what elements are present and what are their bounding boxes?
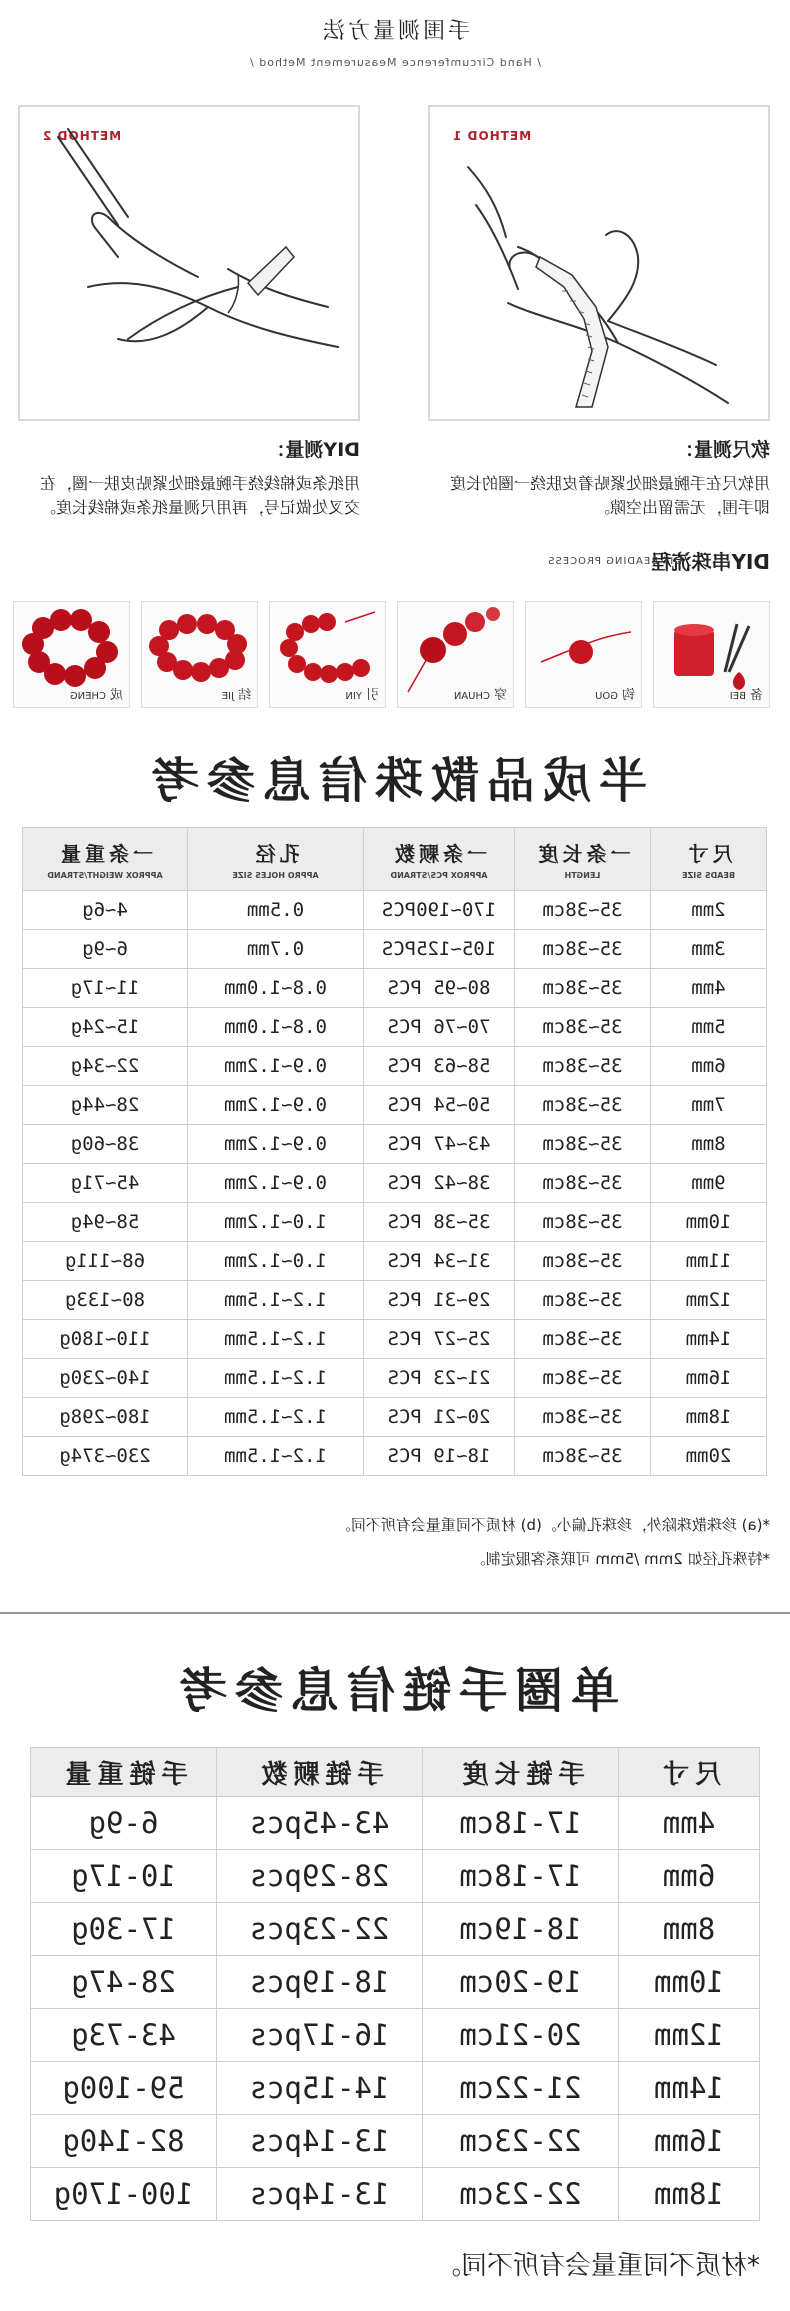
loose-beads-cell: 105~125PCS — [364, 930, 515, 969]
loose-beads-cell: 58~94g — [23, 1203, 188, 1242]
method-2-label: METHOD 2 — [42, 129, 122, 143]
ruler-measure-illustration — [430, 107, 768, 419]
col-header-length: 一条长度 LENGTH — [515, 828, 651, 891]
loose-beads-cell: 31~34 PCS — [364, 1242, 515, 1281]
loose-beads-row — [23, 1203, 767, 1242]
loose-beads-row — [23, 1398, 767, 1437]
loose-beads-cell: 68~111g — [23, 1242, 188, 1281]
loose-beads-cell: 4mm — [651, 969, 767, 1008]
loose-beads-cell: 35~38cm — [515, 969, 651, 1008]
loose-beads-cell: 35~38cm — [515, 1359, 651, 1398]
step-jie — [141, 601, 258, 708]
note-pearl: *(a) 珍珠散珠除外，珍珠孔偏小。(b) 材质不同重量会有所不同。 — [335, 1516, 770, 1534]
loose-beads-row — [23, 969, 767, 1008]
step-6-en: CHENG — [69, 691, 106, 702]
step-3-zh: 穿 — [493, 688, 507, 703]
loose-beads-row — [23, 1086, 767, 1125]
loose-beads-cell: 11~17g — [23, 969, 188, 1008]
loose-beads-cell: 7mm — [651, 1086, 767, 1125]
loose-beads-row — [23, 1125, 767, 1164]
method-1-panel — [428, 105, 770, 421]
bracelet-row — [31, 2062, 760, 2115]
bracelet-row — [31, 1850, 760, 1903]
bracelet-cell: 21-22cm — [423, 2062, 619, 2115]
loose-beads-cell: 9mm — [651, 1164, 767, 1203]
col-header-pcs: 一条颗数 APPROX PCS/STRAND — [364, 828, 515, 891]
bracelet-cell: 10-17g — [31, 1850, 217, 1903]
loose-beads-cell: 1.2~1.5mm — [188, 1437, 364, 1476]
loose-beads-cell: 0.9~1.2mm — [188, 1164, 364, 1203]
loose-beads-cell: 1.2~1.5mm — [188, 1320, 364, 1359]
loose-beads-cell: 35~38cm — [515, 1437, 651, 1476]
loose-beads-cell: 35~38cm — [515, 1398, 651, 1437]
bracelet-cell: 100-170g — [31, 2168, 217, 2221]
step-1-en: BEI — [729, 691, 746, 702]
bracelet-cell: 6-9g — [31, 1797, 217, 1850]
loose-beads-cell: 10mm — [651, 1203, 767, 1242]
loose-beads-cell: 20~21 PCS — [364, 1398, 515, 1437]
step-2-zh: 钩 — [621, 688, 635, 703]
bracelet-cell: 8mm — [619, 1903, 760, 1956]
loose-beads-cell: 1.2~1.5mm — [188, 1359, 364, 1398]
bracelet-table — [30, 1747, 760, 2221]
step-5-en: JIE — [221, 691, 234, 702]
bracelet-cell: 43-73g — [31, 2009, 217, 2062]
loose-beads-cell: 35~38cm — [515, 930, 651, 969]
loose-beads-cell: 0.7mm — [188, 930, 364, 969]
loose-beads-cell: 1.0~1.2mm — [188, 1203, 364, 1242]
bracelet-row — [31, 1903, 760, 1956]
loose-beads-cell: 110~180g — [23, 1320, 188, 1359]
loose-beads-cell: 20mm — [651, 1437, 767, 1476]
loose-beads-cell: 29~31 PCS — [364, 1281, 515, 1320]
loose-beads-cell: 0.9~1.2mm — [188, 1086, 364, 1125]
loose-beads-cell: 58~63 PCS — [364, 1047, 515, 1086]
bracelet-cell: 18-19cm — [423, 1903, 619, 1956]
bracelet-cell: 14mm — [619, 2062, 760, 2115]
bracelet-row — [31, 1797, 760, 1850]
loose-beads-cell: 35~38cm — [515, 1203, 651, 1242]
loose-beads-cell: 35~38cm — [515, 1047, 651, 1086]
step-6-zh: 成 — [109, 688, 123, 703]
bracelet-cell: 22-23cm — [423, 2168, 619, 2221]
bracelet-cell: 18mm — [619, 2168, 760, 2221]
loose-beads-cell: 35~38cm — [515, 1242, 651, 1281]
step-3-en: CHUAN — [453, 691, 490, 702]
loose-beads-cell: 12mm — [651, 1281, 767, 1320]
bracelet-cell: 6mm — [619, 1850, 760, 1903]
loose-beads-cell: 170~190PCS — [364, 891, 515, 930]
loose-beads-cell: 0.8~1.0mm — [188, 1008, 364, 1047]
loose-beads-cell: 35~38 PCS — [364, 1203, 515, 1242]
bracelet-row — [31, 2168, 760, 2221]
loose-beads-cell: 1.2~1.5mm — [188, 1281, 364, 1320]
step-4-zh: 引 — [365, 688, 379, 703]
hand-measure-subtitle: / Hand Circumference Measurement Method / — [249, 56, 541, 69]
loose-beads-title: 半成品散珠信息参考 — [143, 753, 648, 809]
loose-beads-table — [22, 827, 767, 1476]
loose-beads-cell: 50~54 PCS — [364, 1086, 515, 1125]
loose-beads-cell: 43~47 PCS — [364, 1125, 515, 1164]
loose-beads-cell: 140~230g — [23, 1359, 188, 1398]
step-2-en: GOU — [595, 691, 618, 702]
loose-beads-cell: 28~44g — [23, 1086, 188, 1125]
bracelet-cell: 16mm — [619, 2115, 760, 2168]
col-header-hole: 孔径 APPRO HOLES SIZE — [188, 828, 364, 891]
bracelet-row — [31, 2115, 760, 2168]
bracelet-cell: 17-18cm — [423, 1797, 619, 1850]
bracelet-cell: 12mm — [619, 2009, 760, 2062]
loose-beads-cell: 35~38cm — [515, 1125, 651, 1164]
loose-beads-row — [23, 1242, 767, 1281]
loose-beads-cell: 4~6g — [23, 891, 188, 930]
bracelet-cell: 28-47g — [31, 1956, 217, 2009]
loose-beads-cell: 15~24g — [23, 1008, 188, 1047]
bracelet-cell: 22-23cm — [423, 2115, 619, 2168]
beading-process-subtitle: DIY BEADING PROCESS — [547, 556, 682, 567]
bracelet-cell: 14-15pcs — [217, 2062, 423, 2115]
bracelet-cell: 10mm — [619, 1956, 760, 2009]
method-1-label: METHOD 1 — [452, 129, 532, 143]
step-gou — [525, 601, 642, 708]
loose-beads-cell: 35~38cm — [515, 1281, 651, 1320]
note-custom-hole: *特殊孔径如 2mm /5mm 可联系客服定制。 — [470, 1550, 770, 1568]
bracelet-cell: 16-17pcs — [217, 2009, 423, 2062]
loose-beads-cell: 2mm — [651, 891, 767, 930]
bracelet-cell: 43-45pcs — [217, 1797, 423, 1850]
loose-beads-cell: 35~38cm — [515, 891, 651, 930]
col-header-weight: 一条重量 APPROX WEIGHT/STRAND — [23, 828, 188, 891]
strip-measure-illustration — [20, 107, 358, 419]
loose-beads-cell: 0.9~1.2mm — [188, 1125, 364, 1164]
bracelet-col-weight: 手链重量 — [31, 1748, 217, 1797]
loose-beads-row — [23, 891, 767, 930]
loose-beads-row — [23, 1164, 767, 1203]
loose-beads-cell: 38~42 PCS — [364, 1164, 515, 1203]
bracelet-header-row — [31, 1748, 760, 1797]
loose-beads-row — [23, 1281, 767, 1320]
step-yin — [269, 601, 386, 708]
loose-beads-cell: 5mm — [651, 1008, 767, 1047]
loose-beads-cell: 8mm — [651, 1125, 767, 1164]
bracelet-row — [31, 1956, 760, 2009]
loose-beads-cell: 6~9g — [23, 930, 188, 969]
loose-beads-cell: 1.2~1.5mm — [188, 1398, 364, 1437]
loose-beads-cell: 0.5mm — [188, 891, 364, 930]
diy-method-description: 用纸条或棉线绕手腕最细处紧贴皮肤一圈，在交叉处做记号，再用尺测量纸条或棉线长度。 — [39, 474, 360, 517]
loose-beads-row — [23, 1437, 767, 1476]
hand-measure-title: 手围测量方法 — [320, 19, 471, 44]
loose-beads-row — [23, 1008, 767, 1047]
loose-beads-cell: 35~38cm — [515, 1320, 651, 1359]
step-chuan — [397, 601, 514, 708]
loose-beads-notes — [20, 1508, 770, 1576]
loose-beads-cell: 3mm — [651, 930, 767, 969]
bracelet-cell: 59-100g — [31, 2062, 217, 2115]
loose-beads-cell: 18mm — [651, 1398, 767, 1437]
col-header-size: 尺寸 BEADS SIZE — [651, 828, 767, 891]
loose-beads-cell: 35~38cm — [515, 1164, 651, 1203]
bracelet-cell: 17-18cm — [423, 1850, 619, 1903]
loose-beads-cell: 18~19 PCS — [364, 1437, 515, 1476]
loose-beads-row — [23, 1359, 767, 1398]
bracelet-title: 单圈手链信息参考 — [171, 1663, 620, 1719]
method-2-panel — [18, 105, 360, 421]
loose-beads-cell: 11mm — [651, 1242, 767, 1281]
loose-beads-cell: 35~38cm — [515, 1086, 651, 1125]
bracelet-cell: 17-30g — [31, 1903, 217, 1956]
beading-process-title: DIY串珠流程 — [651, 550, 770, 574]
loose-beads-cell: 180~298g — [23, 1398, 188, 1437]
bracelet-cell: 13-14pcs — [217, 2168, 423, 2221]
loose-beads-row — [23, 1047, 767, 1086]
bracelet-note: *材质不同重量会有所不同。 — [434, 2251, 760, 2281]
loose-beads-row — [23, 930, 767, 969]
bracelet-col-size: 尺寸 — [619, 1748, 760, 1797]
loose-beads-cell: 21~23 PCS — [364, 1359, 515, 1398]
step-5-zh: 结 — [237, 688, 251, 703]
section-divider — [0, 1612, 790, 1614]
loose-beads-cell: 80~95 PCS — [364, 969, 515, 1008]
bracelet-cell: 19-20cm — [423, 1956, 619, 2009]
bracelet-col-length: 手链长度 — [423, 1748, 619, 1797]
loose-beads-row — [23, 1320, 767, 1359]
bracelet-cell: 20-21cm — [423, 2009, 619, 2062]
loose-beads-cell: 6mm — [651, 1047, 767, 1086]
loose-beads-cell: 22~34g — [23, 1047, 188, 1086]
loose-beads-cell: 0.8~1.0mm — [188, 969, 364, 1008]
loose-beads-cell: 45~71g — [23, 1164, 188, 1203]
bracelet-cell: 22-23pcs — [217, 1903, 423, 1956]
loose-beads-cell: 0.9~1.2mm — [188, 1047, 364, 1086]
bracelet-cell: 28-29pcs — [217, 1850, 423, 1903]
loose-beads-cell: 230~374g — [23, 1437, 188, 1476]
loose-beads-cell: 1.0~1.2mm — [188, 1242, 364, 1281]
bracelet-cell: 13-14pcs — [217, 2115, 423, 2168]
step-4-en: YIN — [345, 691, 362, 702]
ruler-method-heading: 软尺测量： — [674, 439, 770, 461]
loose-beads-cell: 16mm — [651, 1359, 767, 1398]
bracelet-cell: 4mm — [619, 1797, 760, 1850]
diy-method-heading: DIY测量： — [266, 439, 360, 461]
step-1-zh: 备 — [749, 688, 763, 703]
loose-beads-cell: 38~60g — [23, 1125, 188, 1164]
loose-beads-cell: 80~133g — [23, 1281, 188, 1320]
loose-beads-cell: 14mm — [651, 1320, 767, 1359]
bracelet-cell: 82-140g — [31, 2115, 217, 2168]
bracelet-col-pcs: 手链颗数 — [217, 1748, 423, 1797]
step-cheng — [13, 601, 130, 708]
step-bei — [653, 601, 770, 708]
bracelet-row — [31, 2009, 760, 2062]
loose-beads-header-row — [23, 828, 767, 891]
bracelet-cell: 18-19pcs — [217, 1956, 423, 2009]
ruler-method-description: 用软尺在手腕最细处紧贴着皮肤绕一圈的长度即手围，无需留出空隙。 — [449, 474, 770, 517]
loose-beads-cell: 70~76 PCS — [364, 1008, 515, 1047]
loose-beads-cell: 25~27 PCS — [364, 1320, 515, 1359]
loose-beads-cell: 35~38cm — [515, 1008, 651, 1047]
